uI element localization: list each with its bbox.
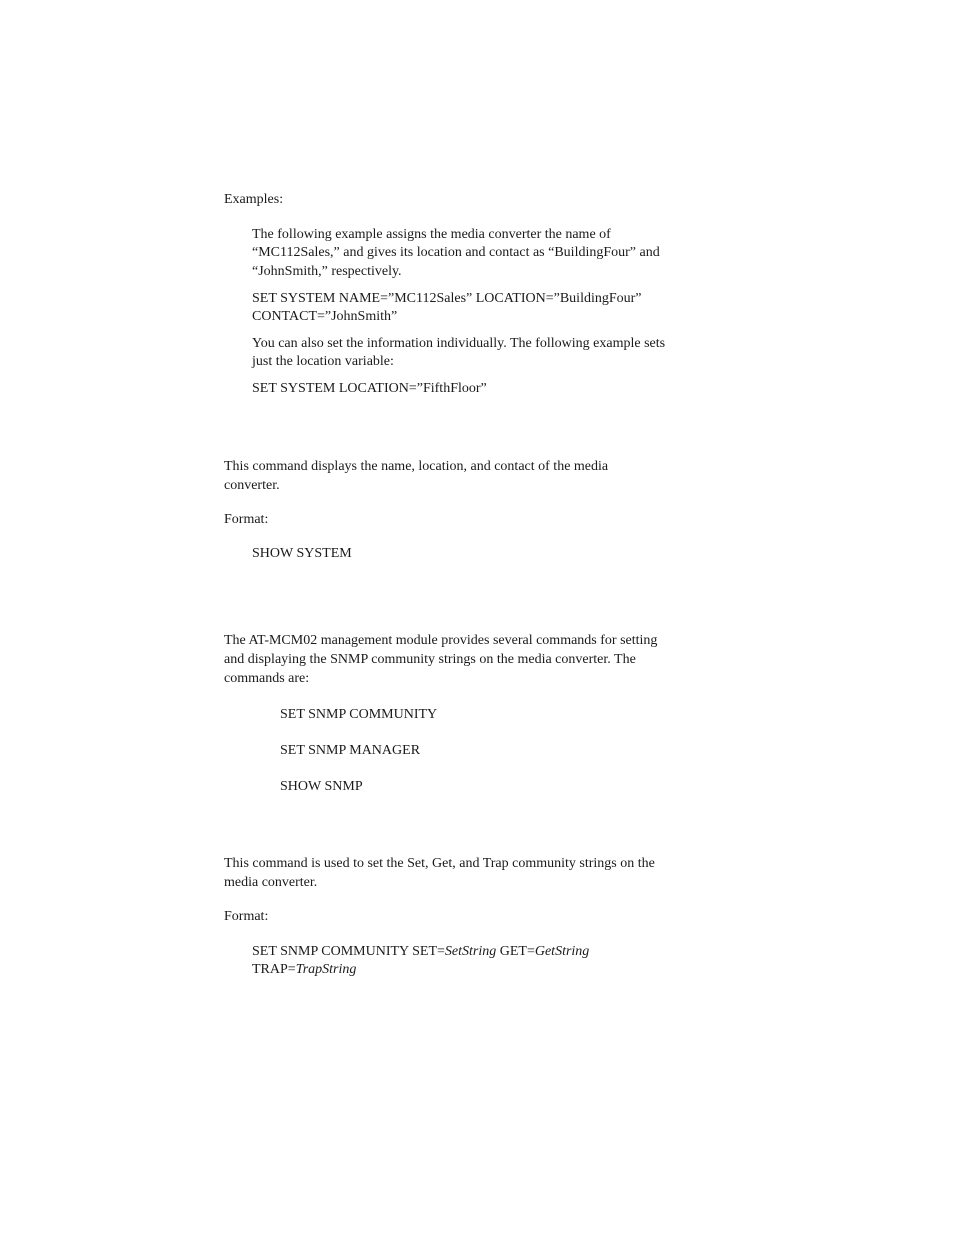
- show-system-command: SHOW SYSTEM: [252, 546, 352, 561]
- command-example-line: SET SYSTEM NAME=”MC112Sales” LOCATION=”BuildingFour”: [252, 291, 642, 306]
- command-example-line: SET SYSTEM LOCATION=”FifthFloor”: [252, 381, 487, 396]
- command-variable: SetString: [444, 944, 497, 959]
- snmp-intro-text: commands are:: [224, 671, 310, 686]
- show-system-description: converter.: [224, 478, 280, 493]
- snmp-command-list-item: SHOW SNMP: [280, 779, 363, 794]
- format-label: Format:: [224, 909, 269, 924]
- command-variable: GetString: [534, 944, 590, 959]
- show-system-description: This command displays the name, location, and contact of the media: [224, 459, 609, 474]
- command-keyword: SET SNMP COMMUNITY SET=: [252, 944, 445, 959]
- example-text-line: The following example assigns the media converter the name of: [252, 227, 611, 242]
- example-text-line: You can also set the information individually. The following example sets: [252, 336, 666, 351]
- set-snmp-community-description: This command is used to set the Set, Get, and Trap community strings on the: [224, 856, 655, 871]
- set-snmp-community-description: media converter.: [224, 875, 318, 890]
- snmp-command-list-item: SET SNMP COMMUNITY: [280, 707, 438, 722]
- snmp-command-list-item: SET SNMP MANAGER: [280, 743, 421, 758]
- format-label: Format:: [224, 512, 269, 527]
- example-text-line: “MC112Sales,” and gives its location and contact as “BuildingFour” and: [252, 245, 660, 260]
- example-text-line: “JohnSmith,” respectively.: [252, 264, 402, 279]
- command-keyword: GET=: [496, 944, 535, 959]
- set-snmp-community-command: [252, 961, 356, 979]
- command-example-line: CONTACT=”JohnSmith”: [252, 309, 398, 324]
- command-variable: TrapString: [295, 962, 357, 977]
- snmp-intro-text: The AT-MCM02 management module provides several commands for setting: [224, 633, 658, 648]
- set-snmp-community-command: [252, 943, 589, 961]
- example-text-line: just the location variable:: [252, 354, 394, 369]
- snmp-intro-text: and displaying the SNMP community strings on the media converter. The: [224, 652, 636, 667]
- examples-label: Examples:: [224, 192, 284, 207]
- command-keyword: TRAP=: [252, 962, 296, 977]
